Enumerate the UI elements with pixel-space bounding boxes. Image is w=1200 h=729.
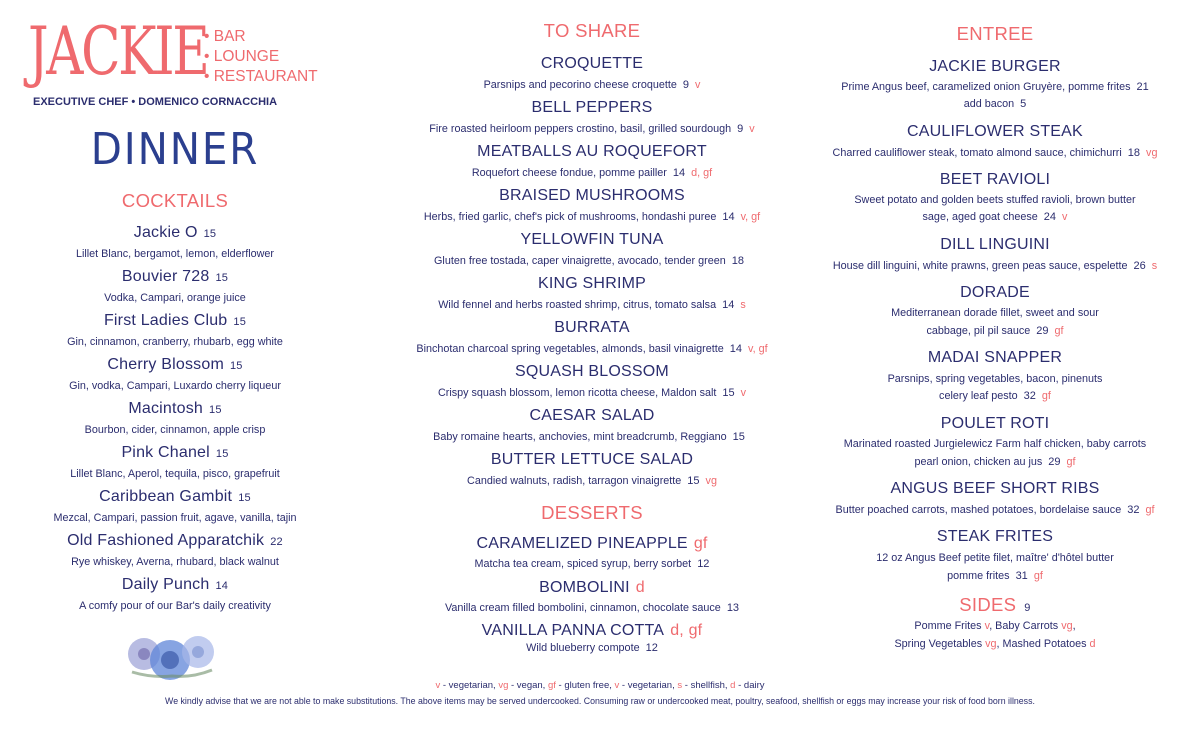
- entree-desc-line2: celery leaf pesto 32 gf: [939, 390, 1051, 402]
- entree-desc-line2: pomme frites 31 gf: [947, 570, 1043, 582]
- share-item-name: MEATBALLS AU ROQUEFORT: [477, 143, 707, 160]
- sides-price: 9: [1024, 602, 1031, 614]
- cocktail-desc: Mezcal, Campari, passion fruit, agave, vanilla, tajin: [53, 512, 297, 524]
- cocktail-name: Bouvier 728 15: [121, 268, 229, 285]
- entree-desc-line2: add bacon 5: [963, 98, 1027, 110]
- entree-name: DORADE: [960, 284, 1030, 301]
- entree-name: BEET RAVIOLI: [939, 171, 1051, 188]
- dietary-legend: v - vegetarian, vg - vegan, gf - gluten free, v - vegetarian, s - shellfish, d - dairy: [435, 680, 765, 691]
- menu-title: DINNER: [90, 124, 260, 175]
- cocktail-desc: Vodka, Campari, orange juice: [104, 292, 246, 304]
- cocktail-desc: A comfy pour of our Bar's daily creativity: [79, 600, 271, 612]
- entree-name: DILL LINGUINI: [940, 236, 1050, 253]
- cocktail-desc: Lillet Blanc, Aperol, tequila, pisco, grapefruit: [70, 468, 280, 480]
- entree-desc: Prime Angus beef, caramelized onion Gruyère, pomme frites 21: [841, 81, 1149, 93]
- cocktail-desc: Gin, cinnamon, cranberry, rhubarb, egg white: [67, 336, 283, 348]
- cocktail-name: First Ladies Club 15: [103, 312, 247, 329]
- cocktail-name: Daily Punch 14: [121, 576, 229, 593]
- logo-tags: [204, 27, 318, 87]
- entree-name: ANGUS BEEF SHORT RIBS: [890, 480, 1100, 497]
- cocktail-desc: Lillet Blanc, bergamot, lemon, elderflower: [75, 248, 275, 260]
- dessert-desc: Matcha tea cream, spiced syrup, berry sorbet 12: [474, 558, 710, 570]
- tag-lounge: • LOUNGE: [204, 47, 318, 67]
- share-item-name: BUTTER LETTUCE SALAD: [490, 451, 694, 468]
- entree-name: CAULIFLOWER STEAK: [907, 123, 1083, 140]
- share-item-name: KING SHRIMP: [538, 275, 646, 292]
- entree-desc: Butter poached carrots, mashed potatoes, bordelaise sauce 32 gf: [835, 504, 1155, 516]
- share-item-name: CROQUETTE: [540, 55, 644, 72]
- share-item-desc: Parsnips and pecorino cheese croquette 9 v: [483, 79, 701, 91]
- tag-bar: • BAR: [204, 27, 318, 47]
- cocktail-desc: Rye whiskey, Averna, rhubard, black walnut: [71, 556, 279, 568]
- cocktail-name: Cherry Blossom 15: [107, 356, 243, 373]
- allergy-disclaimer: We kindly advise that we are not able to make substitutions. The above items may be served undercooked. Consuming raw or undercooked meat, poultry, seafood, shellfish or eggs may increase your risk of food born illness.: [165, 696, 1035, 706]
- share-item-desc: Crispy squash blossom, lemon ricotta cheese, Maldon salt 15 v: [437, 387, 747, 399]
- entree-name: MADAI SNAPPER: [927, 349, 1063, 366]
- sides-line1: Pomme Frites v, Baby Carrots vg,: [914, 620, 1076, 632]
- cocktail-name: Old Fashioned Apparatchik 22: [67, 532, 283, 549]
- cocktail-desc: Bourbon, cider, cinnamon, apple crisp: [84, 424, 266, 436]
- entree-desc: House dill linguini, white prawns, green peas sauce, espelette 26 s: [832, 260, 1158, 272]
- entree-desc: Sweet potato and golden beets stuffed ravioli, brown butter: [854, 194, 1136, 206]
- dessert-name: VANILLA PANNA COTTA d, gf: [481, 622, 703, 639]
- entree-desc-line2: cabbage, pil pil sauce 29 gf: [926, 325, 1064, 337]
- desserts-heading: DESSERTS: [541, 502, 643, 523]
- share-item-name: BURRATA: [554, 319, 630, 336]
- cocktail-name: Caribbean Gambit 15: [99, 488, 251, 505]
- share-item-desc: Roquefort cheese fondue, pomme pailler 14 d, gf: [471, 167, 713, 179]
- entree-desc-line2: sage, aged goat cheese 24 v: [922, 211, 1068, 223]
- entree-desc: Marinated roasted Jurgielewicz Farm half chicken, baby carrots: [843, 438, 1147, 450]
- entree-desc-line2: pearl onion, chicken au jus 29 gf: [914, 456, 1076, 468]
- flower-illustration: [122, 626, 222, 684]
- sides-heading: SIDES 9: [959, 594, 1031, 615]
- tag-restaurant: • RESTAURANT: [204, 67, 318, 87]
- share-item-desc: Fire roasted heirloom peppers crostino, basil, grilled sourdough 9 v: [429, 123, 755, 135]
- logo-wordmark: JACKIE: [28, 13, 208, 90]
- entree-desc: Charred cauliflower steak, tomato almond sauce, chimichurri 18 vg: [832, 147, 1158, 159]
- entree-desc: Parsnips, spring vegetables, bacon, pinenuts: [887, 373, 1103, 385]
- share-item-desc: Gluten free tostada, caper vinaigrette, avocado, tender green 18: [434, 255, 744, 267]
- entree-name: STEAK FRITES: [936, 528, 1054, 545]
- dessert-desc: Vanilla cream filled bombolini, cinnamon, chocolate sauce 13: [444, 602, 740, 614]
- executive-chef-line: EXECUTIVE CHEF • DOMENICO CORNACCHIA: [33, 96, 278, 108]
- share-item-name: YELLOWFIN TUNA: [520, 231, 664, 248]
- cocktail-desc: Gin, vodka, Campari, Luxardo cherry liqueur: [69, 380, 281, 392]
- share-item-name: BELL PEPPERS: [531, 99, 653, 116]
- dessert-desc: Wild blueberry compote 12: [526, 642, 658, 654]
- cocktail-name: Macintosh 15: [128, 400, 222, 417]
- cocktail-name: Pink Chanel 15: [121, 444, 229, 461]
- share-item-desc: Candied walnuts, radish, tarragon vinaigrette 15 vg: [467, 475, 717, 487]
- share-item-name: SQUASH BLOSSOM: [515, 363, 669, 380]
- entree-heading: ENTREE: [956, 23, 1034, 44]
- entree-desc: Mediterranean dorade fillet, sweet and sour: [891, 307, 1099, 319]
- cocktails-heading: COCKTAILS: [121, 190, 229, 211]
- cocktail-name: Jackie O 15: [133, 224, 217, 241]
- share-item-desc: Wild fennel and herbs roasted shrimp, citrus, tomato salsa 14 s: [438, 299, 746, 311]
- entree-desc: 12 oz Angus Beef petite filet, maître' d'hôtel butter: [876, 552, 1114, 564]
- dessert-name: BOMBOLINI d: [539, 579, 645, 596]
- sides-line2: Spring Vegetables vg, Mashed Potatoes d: [894, 638, 1096, 650]
- share-item-desc: Binchotan charcoal spring vegetables, almonds, basil vinaigrette 14 v, gf: [416, 343, 768, 355]
- entree-name: JACKIE BURGER: [929, 58, 1061, 75]
- dessert-name: CARAMELIZED PINEAPPLE gf: [476, 535, 708, 552]
- share-item-desc: Herbs, fried garlic, chef's pick of mushrooms, hondashi puree 14 v, gf: [423, 211, 761, 223]
- share-item-name: CAESAR SALAD: [529, 407, 655, 424]
- to-share-heading: TO SHARE: [543, 20, 641, 41]
- entree-name: POULET ROTI: [940, 415, 1050, 432]
- share-item-name: BRAISED MUSHROOMS: [499, 187, 685, 204]
- flower-bouquet-icon: [128, 636, 214, 680]
- share-item-desc: Baby romaine hearts, anchovies, mint breadcrumb, Reggiano 15: [433, 431, 745, 443]
